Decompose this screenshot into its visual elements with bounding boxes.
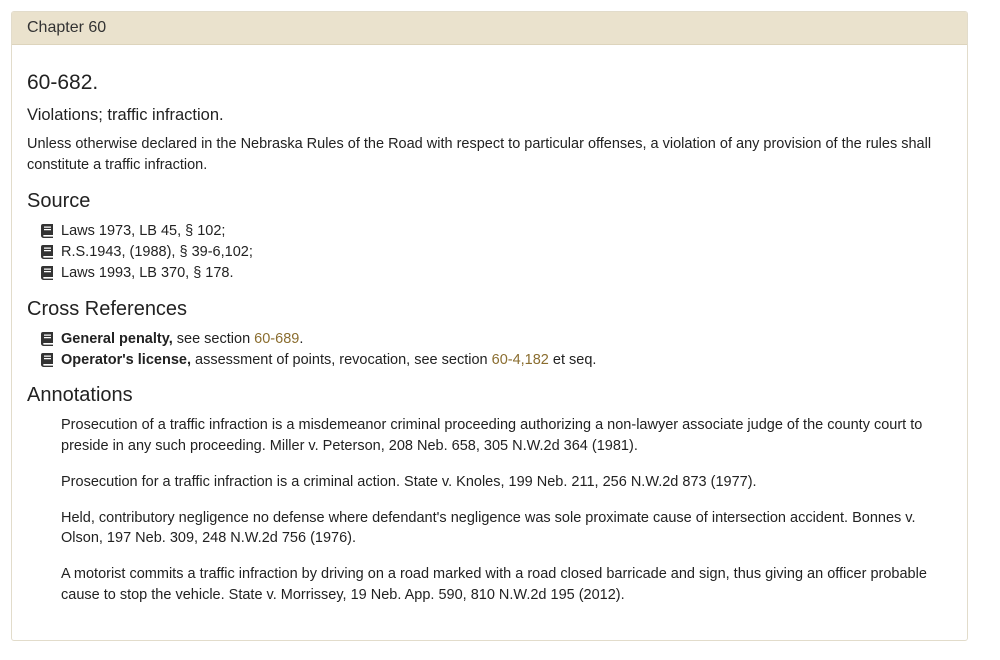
book-icon bbox=[41, 266, 53, 280]
section-link-60-4182[interactable]: 60-4,182 bbox=[491, 352, 549, 369]
cross-reference-tail: et seq. bbox=[548, 352, 597, 369]
cross-reference-text bbox=[61, 331, 303, 347]
cross-reference-desc: assessment of points, revocation, see section bbox=[190, 352, 492, 369]
source-item bbox=[41, 262, 952, 283]
annotation-item: Prosecution of a traffic infraction is a misdemeanor criminal proceeding authorizing a non-lawyer associate judge of the county court to preside in any such proceeding. Miller v. Peterson, 208 Neb. 658, 305 N.W.2d 364 (1981). bbox=[61, 417, 923, 454]
annotation-item: A motorist commits a traffic infraction by driving on a road marked with a road closed barricade and sign, thus giving an officer probable cause to stop the vehicle. State v. Morrissey, 19 Neb. App. 590, 810 N.W.2d 195 (2012). bbox=[61, 566, 927, 603]
cross-reference-item bbox=[41, 329, 952, 350]
book-icon bbox=[41, 245, 53, 259]
section-link-60-689[interactable]: 60-689 bbox=[254, 331, 300, 348]
chapter-panel bbox=[11, 11, 968, 641]
source-item bbox=[41, 242, 952, 263]
source-item bbox=[41, 221, 952, 242]
annotations-list bbox=[27, 415, 952, 605]
source-text: Laws 1973, LB 45, § 102; bbox=[61, 223, 226, 240]
cross-reference-tail: . bbox=[299, 331, 304, 348]
cross-reference-topic: Operator's license, bbox=[61, 352, 191, 369]
section-number: 60-682. bbox=[27, 71, 99, 94]
book-icon bbox=[41, 332, 53, 346]
annotation-item: Prosecution for a traffic infraction is a criminal action. State v. Knoles, 199 Neb. 211, 256 N.W.2d 873 (1977). bbox=[61, 473, 757, 490]
cross-reference-text bbox=[61, 352, 596, 368]
cross-reference-topic: General penalty, bbox=[61, 331, 173, 348]
source-list bbox=[27, 221, 952, 283]
source-text: Laws 1993, LB 370, § 178. bbox=[61, 264, 234, 281]
book-icon bbox=[41, 353, 53, 367]
annotations-heading: Annotations bbox=[27, 384, 133, 407]
statute-text: Unless otherwise declared in the Nebraska Rules of the Road with respect to particular offenses, a violation of any provision of the rules shall constitute a traffic infraction. bbox=[27, 136, 932, 173]
book-icon bbox=[41, 224, 53, 238]
cross-references-heading: Cross References bbox=[27, 298, 188, 321]
panel-header: Chapter 60 bbox=[12, 12, 967, 45]
cross-reference-item bbox=[41, 350, 952, 371]
section-catchline: Violations; traffic infraction. bbox=[27, 106, 224, 124]
cross-references-list bbox=[27, 329, 952, 370]
source-text: R.S.1943, (1988), § 39-6,102; bbox=[61, 244, 253, 261]
cross-reference-desc: see section bbox=[172, 331, 255, 348]
panel-body bbox=[12, 70, 967, 605]
annotation-item: Held, contributory negligence no defense where defendant's negligence was sole proximate cause of intersection accident. Bonnes v. Olson, 197 Neb. 309, 248 N.W.2d 756 (1976). bbox=[61, 509, 916, 547]
source-heading: Source bbox=[27, 190, 91, 212]
